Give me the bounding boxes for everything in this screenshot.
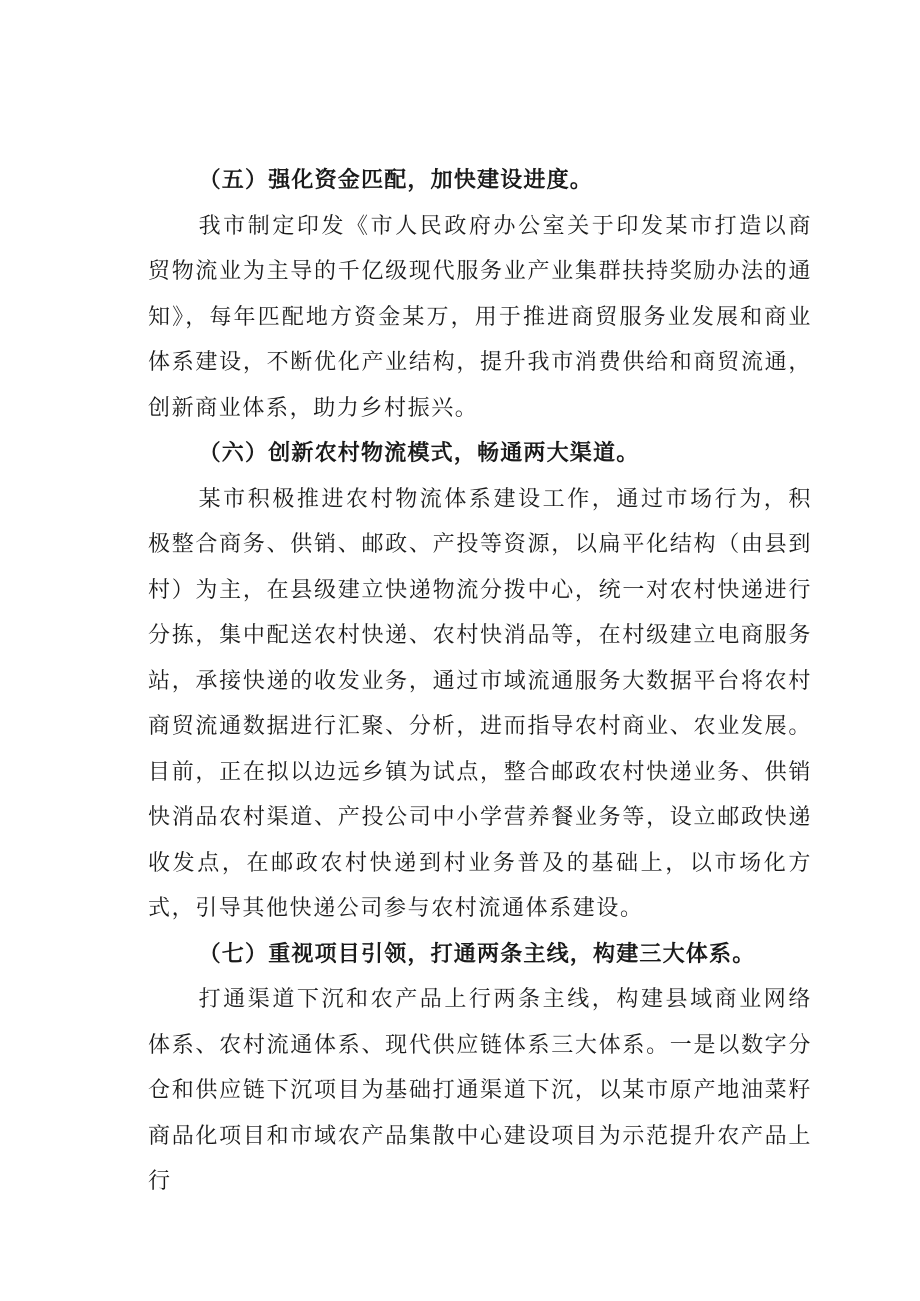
section-body-6: 某市积极推进农村物流体系建设工作，通过市场行为，积极整合商务、供销、邮政、产投等资源，以扁平化结构（由县到村）为主，在县级建立快递物流分拨中心，统一对农村快递进行分拣，集中配送农村快递、农村快消品等，在村级建立电商服务站，承接快递的收发业务，通过市域流通服务大数据平台将农村商贸流通数据进行汇聚、分析，进而指导农村商业、农业发展。目前，正在拟以边远乡镇为试点，整合邮政农村快递业务、供销快消品农村渠道、产投公司中小学营养餐业务等，设立邮政快递收发点，在邮政农村快递到村业务普及的基础上，以市场化方式，引导其他快递公司参与农村流通体系建设。 [148, 486, 812, 921]
document-content [148, 158, 812, 1205]
section-heading-5: （五）强化资金匹配，加快建设进度。 [198, 168, 593, 193]
section-heading-7: （七）重视项目引领，打通两条主线，构建三大体系。 [198, 941, 756, 967]
section-body-7: 打通渠道下沉和农产品上行两条主线，构建县域商业网络体系、农村流通体系、现代供应链体系三大体系。一是以数字分仓和供应链下沉项目为基础打通渠道下沉，以某市原产地油菜籽商品化项目和市域农产品集散中心建设项目为示范提升农产品上行 [148, 987, 812, 1194]
section-heading-6: （六）创新农村物流模式，畅通两大渠道。 [198, 441, 640, 466]
section-body-5: 我市制定印发《市人民政府办公室关于印发某市打造以商贸物流业为主导的千亿级现代服务业产业集群扶持奖励办法的通知》，每年匹配地方资金某万，用于推进商贸服务业发展和商业体系建设，不断优化产业结构，提升我市消费供给和商贸流通，创新商业体系，助力乡村振兴。 [148, 213, 812, 421]
